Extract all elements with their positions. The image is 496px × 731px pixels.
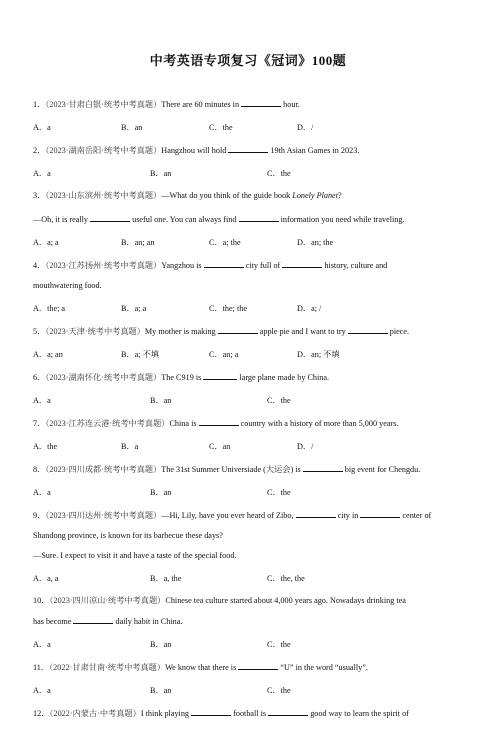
answer-blank <box>268 707 308 716</box>
option-b: B．an <box>121 123 143 132</box>
option-a: A．a <box>33 396 51 405</box>
answer-blank <box>348 325 388 334</box>
question-number: 6． <box>33 373 46 382</box>
question-11: 11．（2022·甘肃甘南·统考中考真题）We know that there is “U” in the word “usually”. A．a B．an C．the <box>33 661 473 696</box>
answer-blank <box>238 661 278 670</box>
option-c: C．an <box>209 442 231 451</box>
option-c: C．the, the <box>267 574 305 583</box>
option-c: C．an; a <box>209 350 239 359</box>
question-source: （2023·湖南怀化·统考中考真题） <box>45 373 162 382</box>
answer-blank <box>239 213 279 222</box>
option-c: C．the <box>267 686 291 695</box>
option-c: C．the <box>209 123 233 132</box>
option-a: A．a <box>33 686 51 695</box>
options <box>33 573 473 584</box>
question-9: 9．（2023·四川达州·统考中考真题）—Hi, Lily, have you ever heard of Zibo, city in center of Shandong province, is known for its barbecue these days? —Sure. I expect to visit it and have a taste of the special food. A．a, a B．a, the C．the, the <box>33 509 473 584</box>
options <box>33 349 473 360</box>
answer-blank <box>204 259 244 268</box>
question-12: 12．（2022·内蒙古·中考真题）I think playing football is good way to learn the spirit of <box>33 709 409 718</box>
option-a: A．a <box>33 123 51 132</box>
options <box>33 395 473 406</box>
question-stem: 19th Asian Games in 2023. <box>268 146 360 155</box>
question-stem: There are 60 minutes in <box>161 100 242 109</box>
answer-blank <box>241 98 281 107</box>
answer-blank <box>191 707 231 716</box>
option-d: D．/ <box>297 123 314 132</box>
question-source: （2022·甘肃甘南·统考中考真题） <box>49 663 166 672</box>
option-a: A．a; an <box>33 350 63 359</box>
question-number: 1． <box>33 100 46 109</box>
option-c: C．the; the <box>209 304 247 313</box>
option-b: B．an; an <box>121 238 155 247</box>
options <box>33 441 473 452</box>
option-b: B．an <box>150 686 172 695</box>
options <box>33 487 473 498</box>
question-6: 6．（2023·湖南怀化·统考中考真题）The C919 is large plane made by China. A．a B．an C．the <box>33 371 473 406</box>
option-d: D．/ <box>297 442 314 451</box>
option-b: B．an <box>150 640 172 649</box>
option-d: D．an; the <box>297 238 334 247</box>
question-number: 8． <box>33 465 46 474</box>
question-source: （2023·四川达州·统考中考真题） <box>45 511 162 520</box>
answer-blank <box>360 509 400 518</box>
question-4: 4．（2023·江苏扬州·统考中考真题）Yangzhou is city full of history, culture and mouthwatering food. A．the; a B．a; a C．the; the D．a; / <box>33 259 473 314</box>
option-b: B．an <box>150 488 172 497</box>
question-list <box>33 98 473 731</box>
options <box>33 237 473 248</box>
option-a: A．a; a <box>33 238 59 247</box>
question-stem: Hangzhou will hold <box>161 146 229 155</box>
option-c: C．the <box>267 169 291 178</box>
question-source: （2023·四川成都·统考中考真题） <box>45 465 162 474</box>
answer-blank <box>199 417 239 426</box>
question-source: （2023·山东滨州·统考中考真题） <box>45 191 162 200</box>
option-c: C．the <box>267 640 291 649</box>
question-source: （2022·内蒙古·中考真题） <box>49 709 141 718</box>
option-a: A．the; a <box>33 304 66 313</box>
question-8: 8．（2023·四川成都·统考中考真题）The 31st Summer Universiade (大运会) is big event for Chengdu. A．a B．an C．the <box>33 463 473 498</box>
page-title: 中考英语专项复习《冠词》100题 <box>149 53 347 68</box>
answer-blank <box>228 144 268 153</box>
question-number: 5． <box>33 327 46 336</box>
option-a: A．a <box>33 640 51 649</box>
question-7: 7．（2023·江苏连云港·统考中考真题）China is country with a history of more than 5,000 years. A．the B．a C．an D．/ <box>33 417 473 452</box>
option-b: B．an <box>150 396 172 405</box>
option-d: D．a; / <box>297 304 322 313</box>
option-b: B．a, the <box>150 574 182 583</box>
question-5: 5．（2023·天津·统考中考真题）My mother is making apple pie and I want to try piece. A．a; an B．a; 不填 C．an; a D．an; 不填 <box>33 325 473 360</box>
option-c: C．the <box>267 488 291 497</box>
question-number: 9． <box>33 511 46 520</box>
question-source: （2023·湖南岳阳·统考中考真题） <box>45 146 162 155</box>
options <box>33 122 473 133</box>
question-source: （2023·江苏扬州·统考中考真题） <box>45 261 162 270</box>
option-b: B．a; 不填 <box>121 350 159 359</box>
question-10: 10．（2023·四川凉山·统考中考真题）Chinese tea culture started about 4,000 years ago. Nowadays drinking tea has become daily habit in China. A．a B．an C．the <box>33 595 473 650</box>
option-d: D．an; 不填 <box>297 350 340 359</box>
option-a: A．a <box>33 169 51 178</box>
question-source: （2023·江苏连云港·统考中考真题） <box>45 419 170 428</box>
option-a: A．the <box>33 442 58 451</box>
question-number: 12． <box>33 709 50 718</box>
answer-blank <box>218 325 258 334</box>
question-number: 2． <box>33 146 46 155</box>
options <box>33 303 473 314</box>
answer-blank <box>73 615 113 624</box>
answer-blank <box>90 213 130 222</box>
question-number: 7． <box>33 419 46 428</box>
question-source: （2023·天津·统考中考真题） <box>45 327 145 336</box>
answer-blank <box>203 371 237 380</box>
question-source: （2023·四川凉山·统考中考真题） <box>49 596 166 605</box>
question-3: 3．（2023·山东滨州·统考中考真题）—What do you think of the guide book Lonely Planet? —Oh, it is really useful one. You can always find information you need while traveling. A．a; a B．an; an C．a; the D．an; the <box>33 190 473 248</box>
question-number: 4． <box>33 261 46 270</box>
option-c: C．a; the <box>209 238 241 247</box>
book-title: Lonely Planet <box>292 191 338 200</box>
question-source: （2023·甘肃白银·统考中考真题） <box>45 100 162 109</box>
answer-blank <box>303 463 343 472</box>
question-1 <box>33 98 473 133</box>
options <box>33 639 473 650</box>
question-number: 10． <box>33 596 50 605</box>
options <box>33 685 473 696</box>
question-number: 11． <box>33 663 50 672</box>
answer-blank <box>282 259 322 268</box>
option-c: C．the <box>267 396 291 405</box>
option-b: B．an <box>150 169 172 178</box>
question-stem: hour. <box>281 100 300 109</box>
options <box>33 168 473 179</box>
option-a: A．a, a <box>33 574 59 583</box>
option-a: A．a <box>33 488 51 497</box>
answer-blank <box>296 509 336 518</box>
question-2 <box>33 144 473 179</box>
question-number: 3． <box>33 191 46 200</box>
option-b: B．a; a <box>121 304 147 313</box>
option-b: B．a <box>121 442 139 451</box>
question-stem: —What do you think of the guide book <box>161 191 293 200</box>
